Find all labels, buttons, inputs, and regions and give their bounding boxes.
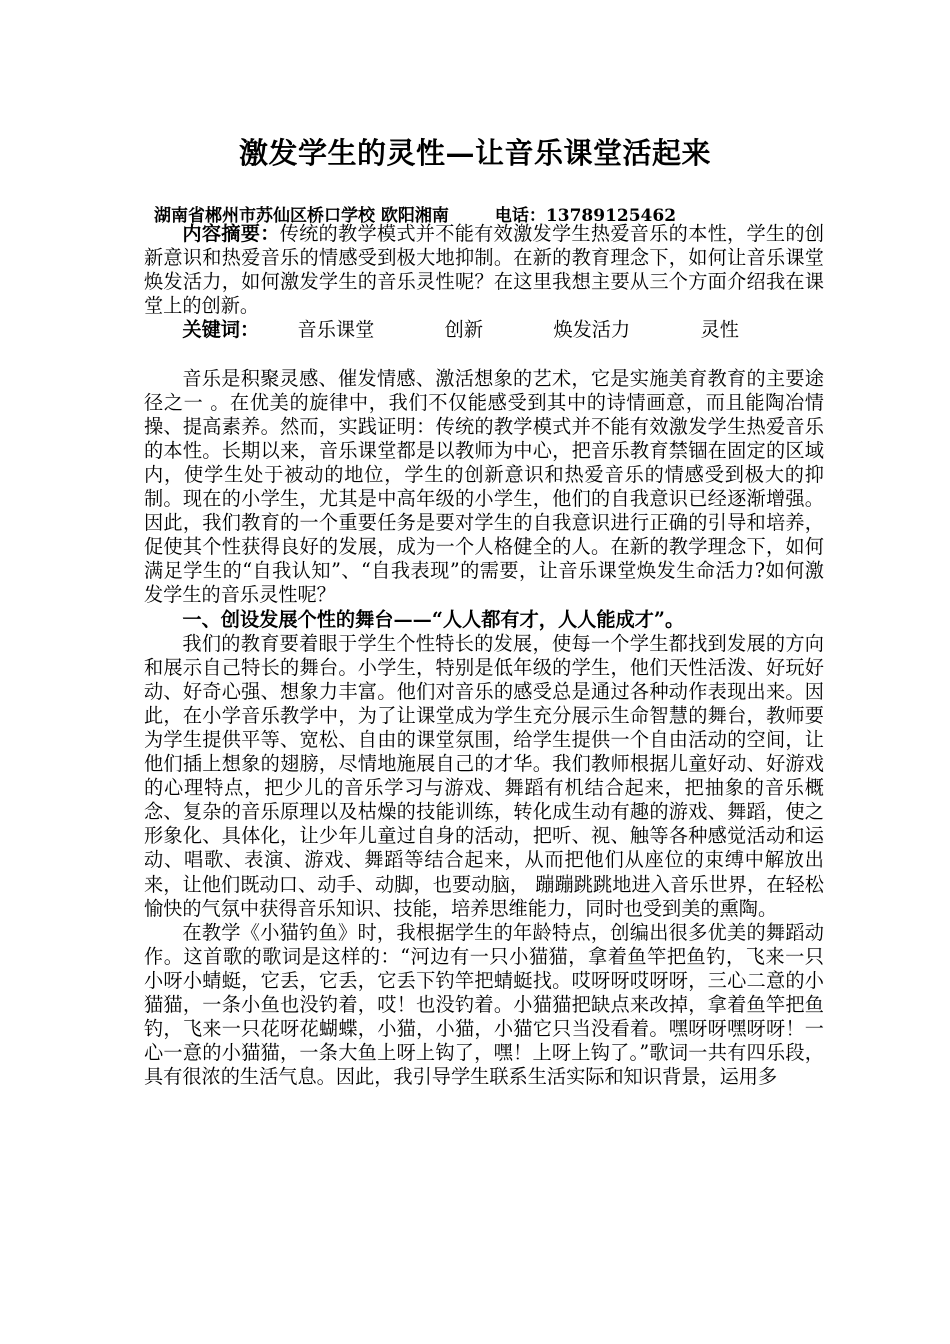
keyword-item: 焕发活力 <box>553 318 631 342</box>
body-paragraph: 我们的教育要着眼于学生个性特长的发展，使每一个学生都找到发展的方向和展示自己特长的舞台。小学生，特别是低年级的学生，他们天性活泼、好玩好动、好奇心强、想象力丰富。他们对音乐的感受总是通过各种动作表现出来。因此，在小学音乐教学中，为了让课堂成为学生充分展示生命智慧的舞台，教师要为学生提供平等、宽松、自由的课堂氛围，给学生提供一个自由活动的空间，让他们插上想象的翅膀，尽情地施展自己的才华。我们教师根据儿童好动、好游戏的心理特点，把少儿的音乐学习与游戏、舞蹈有机结合起来，把抽象的音乐概念、复杂的音乐原理以及枯燥的技能训练，转化成生动有趣的游戏、舞蹈，使之形象化、具体化，让少年儿童过自身的活动，把听、视、触等各种感觉活动和运动、唱歌、表演、游戏、舞蹈等结合起来，从而把他们从座位的束缚中解放出来，让他们既动口、动手、动脚，也要动脑， 蹦蹦跳跳地进入音乐世界，在轻松愉快的气氛中获得音乐知识、技能，培养思维能力，同时也受到美的熏陶。 <box>144 631 824 920</box>
body-paragraph: 在教学《小猫钓鱼》时，我根据学生的年龄特点，创编出很多优美的舞蹈动作。这首歌的歌词是这样的：“河边有一只小猫猫，拿着鱼竿把鱼钓，飞来一只小呀小蜻蜓，它丢，它丢，它丢下钓竿把蜻蜓找。哎呀呀哎呀呀，三心二意的小猫猫，一条小鱼也没钓着，哎！也没钓着。小猫猫把缺点来改掉，拿着鱼竿把鱼钓，飞来一只花呀花蝴蝶，小猫，小猫，小猫它只当没看着。嘿呀呀嘿呀呀！一心一意的小猫猫，一条大鱼上呀上钩了，嘿！上呀上钩了。”歌词一共有四乐段，具有很浓的生活气息。因此，我引导学生联系生活实际和知识背景，运用多 <box>144 920 824 1089</box>
keywords-label: 关键词： <box>182 318 260 342</box>
document-body <box>144 222 824 1089</box>
keyword-item: 音乐课堂 <box>297 318 375 342</box>
abstract-label: 内容摘要： <box>182 222 280 245</box>
keywords-paragraph <box>144 318 824 342</box>
keyword-item: 创新 <box>444 318 484 342</box>
author-affiliation: 湖南省郴州市苏仙区桥口学校 欧阳湘南 <box>154 206 449 226</box>
abstract-paragraph <box>144 222 824 318</box>
keyword-item: 灵性 <box>700 318 739 342</box>
blank-line <box>144 342 824 366</box>
document-title: 激发学生的灵性—让音乐课堂活起来 <box>238 136 711 170</box>
intro-paragraph: 音乐是积聚灵感、催发情感、激活想象的艺术，它是实施美育教育的主要途径之一 。在优美的旋律中，我们不仅能感受到其中的诗情画意，而且能陶冶情操、提高素养。然而，实践证明：传统的教学模式并不能有效激发学生热爱音乐的本性。长期以来，音乐课堂都是以教师为中心，把音乐教育禁锢在固定的区域内，使学生处于被动的地位，学生的创新意识和热爱音乐的情感受到极大的抑制。现在的小学生，尤其是中高年级的小学生，他们的自我意识已经逐渐增强。因此，我们教育的一个重要任务是要对学生的自我意识进行正确的引导和培养，促使其个性获得良好的发展，成为一个人格健全的人。在新的教学理念下，如何满足学生的“自我认知”、“自我表现”的需要，让音乐课堂焕发生命活力?如何激发学生的音乐灵性呢？ <box>144 366 824 607</box>
abstract-text: 传统的教学模式并不能有效激发学生热爱音乐的本性，学生的创新意识和热爱音乐的情感受到极大地抑制。在新的教育理念下，如何让音乐课堂焕发活力，如何激发学生的音乐灵性呢？在这里我想主要从三个方面介绍我在课堂上的创新。 <box>144 222 825 318</box>
section-heading: 一、创设发展个性的舞台——“人人都有才，人人能成才”。 <box>182 607 685 631</box>
author-phone: 电话：13789125462 <box>494 206 677 226</box>
